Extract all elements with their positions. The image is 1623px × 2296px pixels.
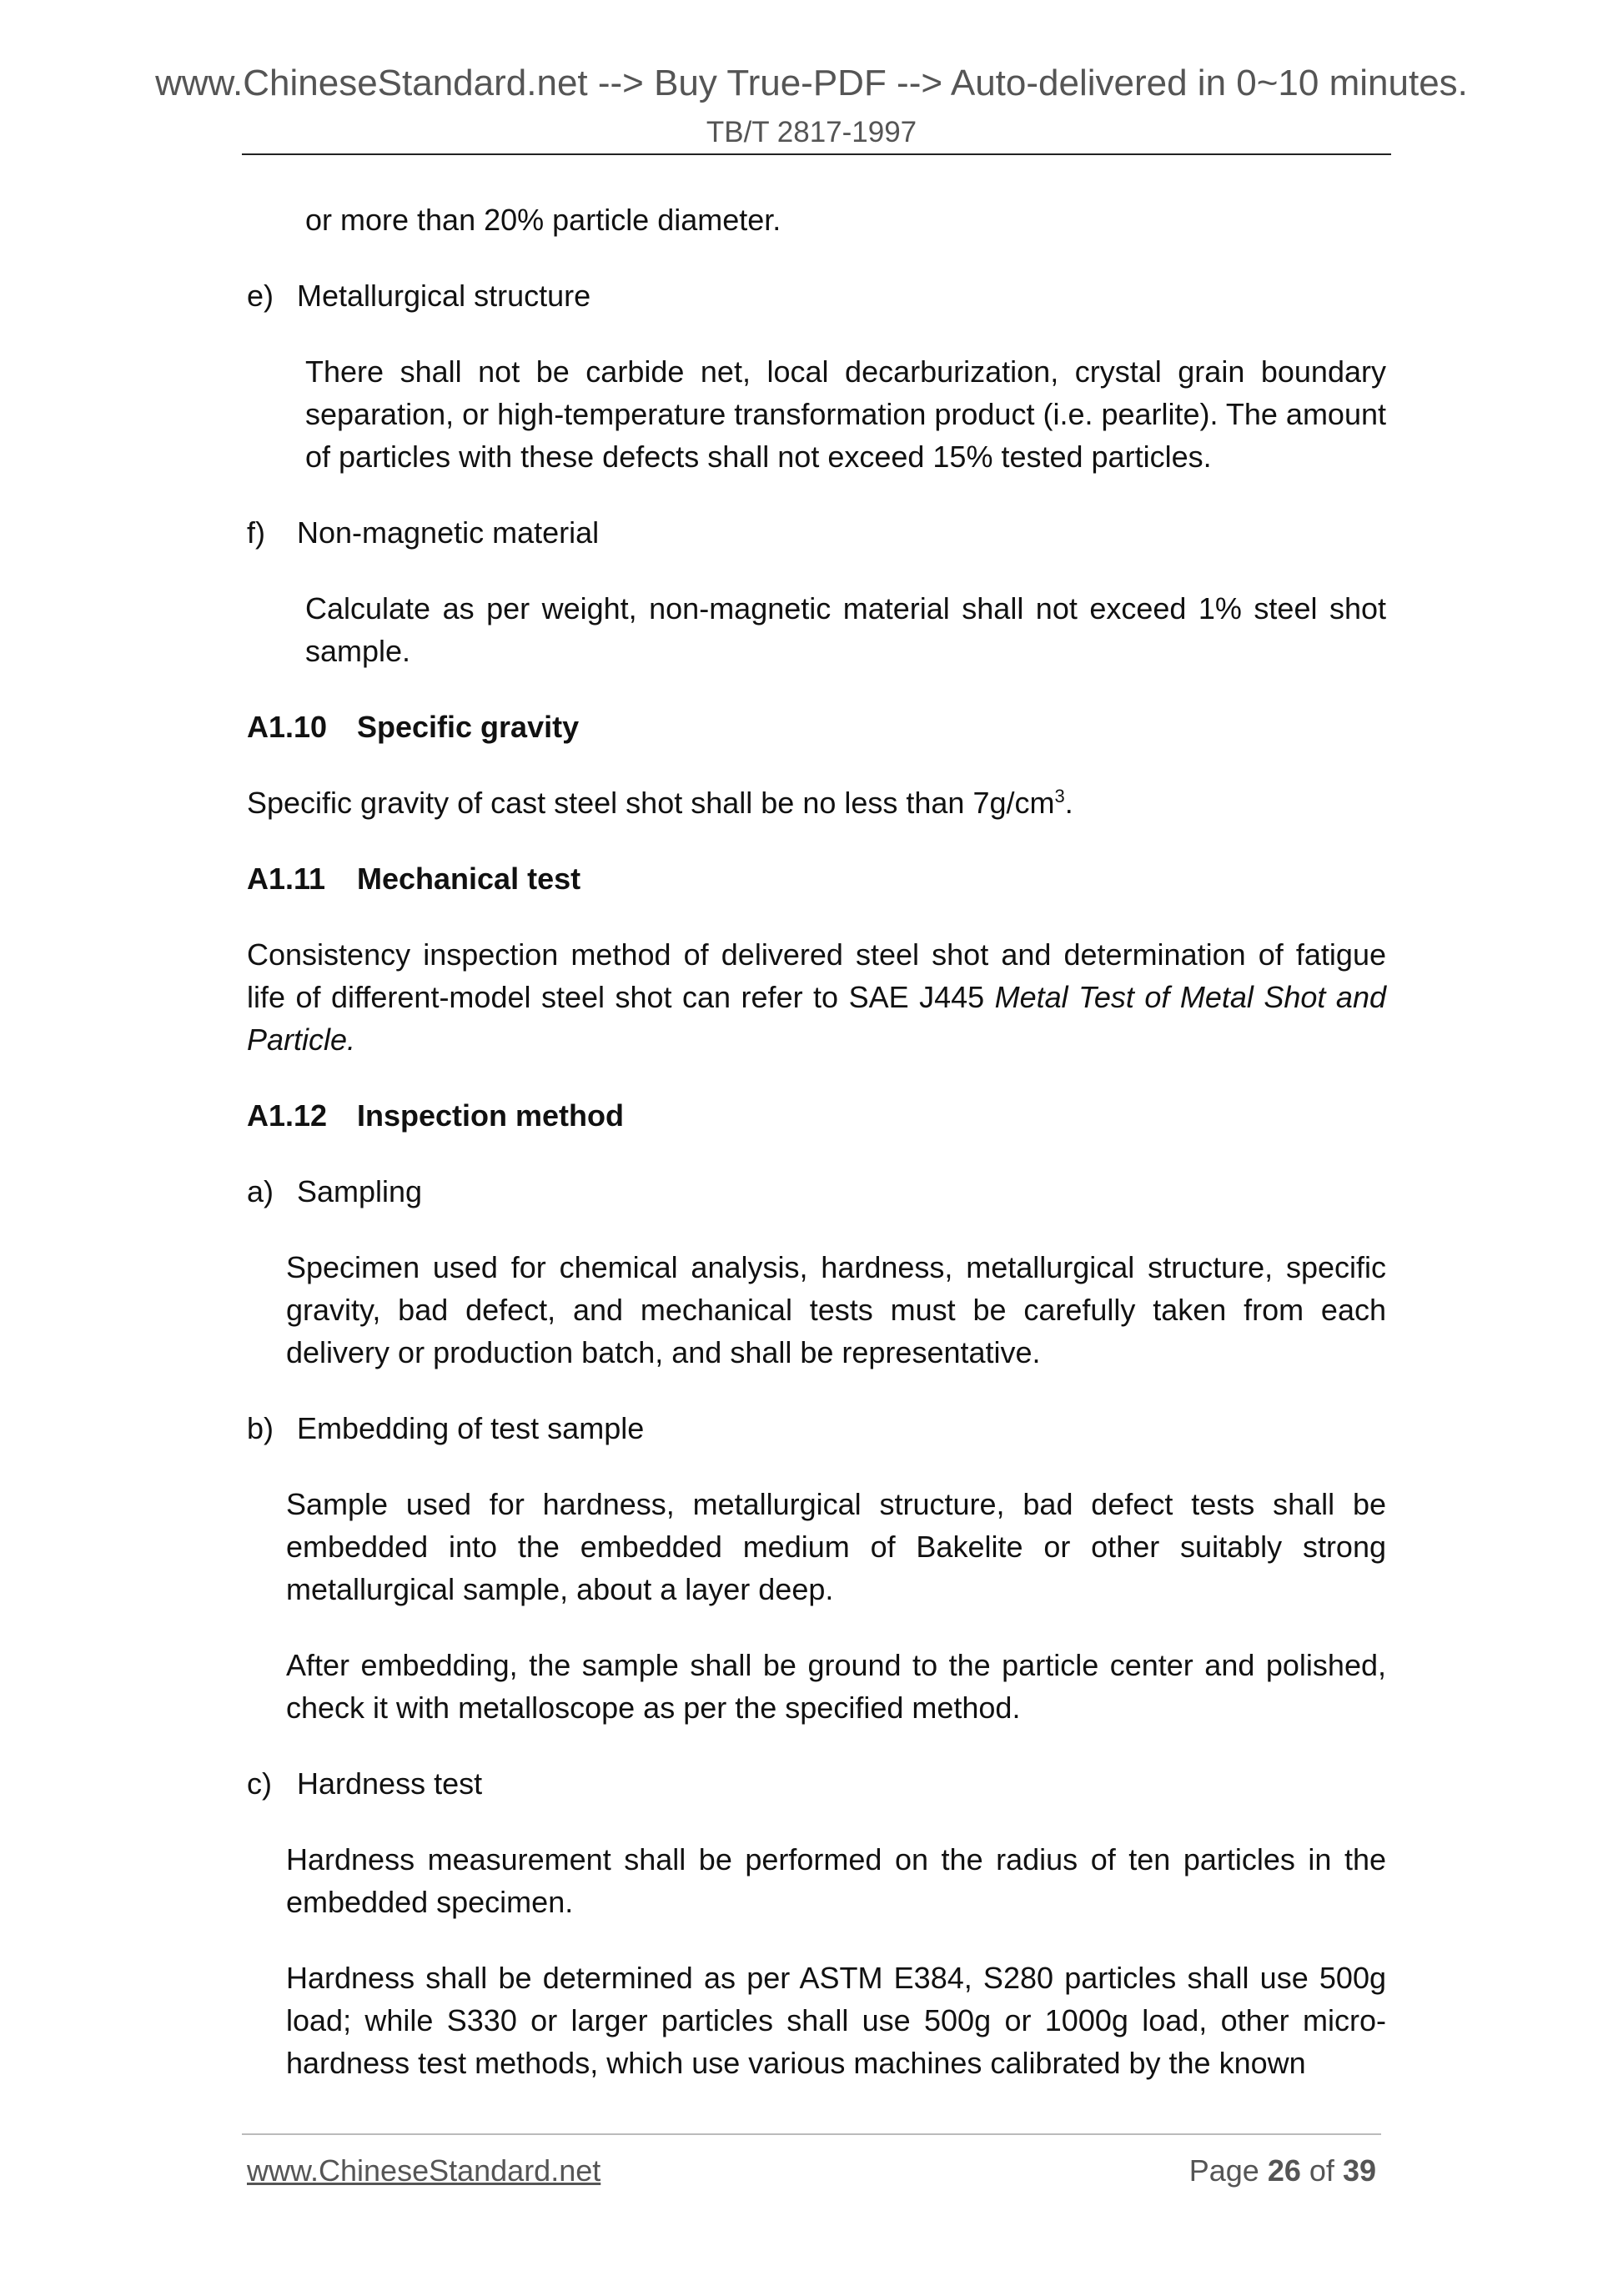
section-a1-11-title: Mechanical test [357,862,581,896]
item-c-title: Hardness test [297,1766,483,1801]
section-a1-10-heading [247,706,1386,748]
section-a1-10-title: Specific gravity [357,710,580,744]
item-c-text-1: Hardness measurement shall be performed on the radius of ten particles in the embedded specimen. [286,1842,1386,1919]
section-a1-10-number: A1.10 [247,710,328,744]
item-b-title: Embedding of test sample [297,1411,645,1445]
section-a1-12-heading [247,1094,1386,1137]
item-e-heading [247,274,1386,317]
item-f-label: f) [247,515,265,550]
page-total: 39 [1342,2153,1376,2188]
item-f-title: Non-magnetic material [297,515,600,550]
item-f-text: Calculate as per weight, non-magnetic material shall not exceed 1% steel shot sample. [305,591,1386,668]
period: . [1064,786,1073,820]
footer-divider [242,2133,1381,2135]
item-a-heading [247,1170,1386,1213]
item-c-label: c) [247,1766,272,1801]
item-e-text: There shall not be carbide net, local decarburization, crystal grain boundary separation, or high-temperature transformation product (i.e. pearlite). The amount of particles with these defects shall not exceed 15% tested particles. [305,354,1386,474]
item-a-text: Specimen used for chemical analysis, hardness, metallurgical structure, specific gravity, bad defect, and mechanical tests must be carefully taken from each delivery or production batch, and shall be representative. [286,1250,1386,1369]
item-b-text-2: After embedding, the sample shall be ground to the particle center and polished, check it with metalloscope as per the specified method. [286,1648,1386,1725]
superscript-three: 3 [1054,786,1065,806]
item-a-title: Sampling [297,1174,423,1208]
header-divider [242,153,1391,155]
item-c-heading [247,1762,1386,1805]
item-e-title: Metallurgical structure [297,279,591,313]
specific-gravity-text: Specific gravity of cast steel shot shall be no less than 7g/cm [247,786,1055,820]
page-number: 26 [1267,2153,1301,2188]
section-a1-12-title: Inspection method [357,1098,625,1133]
item-b-label: b) [247,1411,274,1445]
item-f-heading [247,511,1386,554]
page-prefix: Page [1188,2153,1259,2188]
section-a1-11-text [247,933,1386,1061]
item-b-heading [247,1407,1386,1449]
document-id: TB/T 2817-1997 [706,116,917,148]
footer-site-link[interactable]: www.ChineseStandard.net [247,2153,601,2188]
page-of: of [1309,2153,1334,2188]
document-body [247,198,1386,2084]
mechanical-test-text: Consistency inspection method of delivered steel shot and determination of fatigue life of different-model steel shot can refer to SAE J445 [247,937,1386,1014]
item-a-label: a) [247,1174,274,1208]
item-c-text-2: Hardness shall be determined as per ASTM E384, S280 particles shall use 500g load; while S330 or larger particles shall use 500g or 1000g load, other micro-hardness test methods, which use various machines calibrated by the known [286,1961,1386,2080]
section-a1-11-heading [247,857,1386,900]
page-indicator [1189,2153,1376,2188]
reference-title: Metal Test of Metal Shot and Particle. [247,980,1386,1057]
header-banner: www.ChineseStandard.net --> Buy True-PDF --> Auto-delivered in 0~10 minutes. [155,63,1468,103]
item-e-label: e) [247,279,274,313]
section-a1-10-text [247,781,1386,824]
section-a1-11-number: A1.11 [247,862,326,896]
continuation-paragraph: or more than 20% particle diameter. [305,203,781,237]
item-b-text-1: Sample used for hardness, metallurgical structure, bad defect tests shall be embedded into the embedded medium of Bakelite or other suitably strong metallurgical sample, about a layer deep. [286,1487,1386,1606]
section-a1-12-number: A1.12 [247,1098,328,1133]
